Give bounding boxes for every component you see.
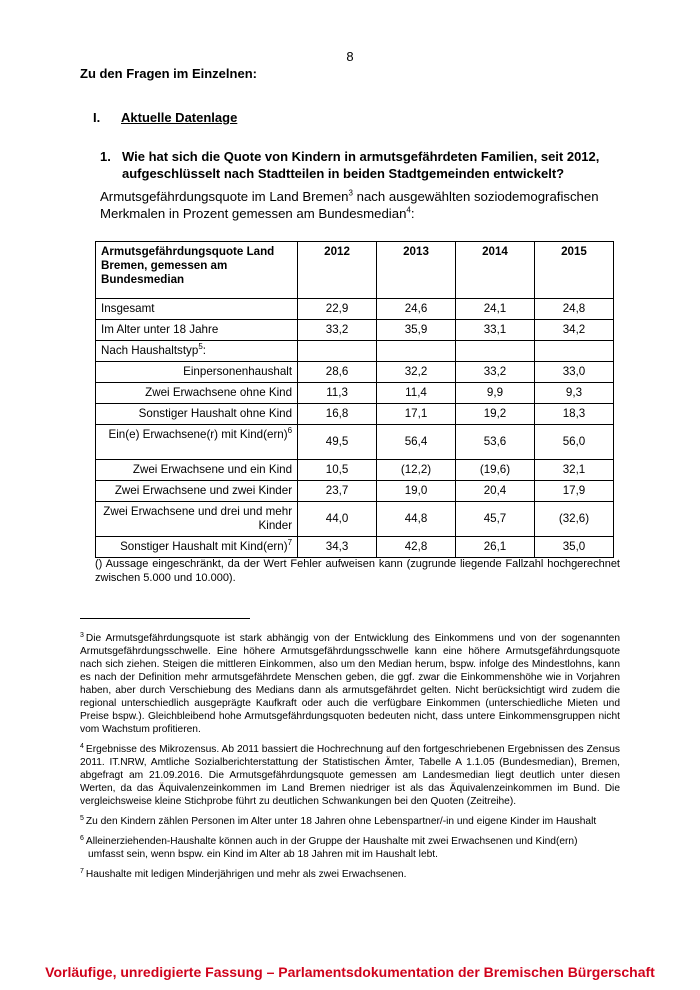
table-cell: 22,9 bbox=[298, 299, 377, 320]
page-number: 8 bbox=[346, 49, 354, 64]
table-cell: 33,1 bbox=[456, 320, 535, 341]
footnote-3 bbox=[80, 632, 620, 736]
table-row bbox=[96, 383, 614, 404]
footnote-6 bbox=[80, 835, 620, 861]
row-label-text: Nach Haushaltstyp bbox=[101, 344, 199, 357]
page-heading: Zu den Fragen im Einzelnen: bbox=[80, 66, 257, 81]
footnote-5 bbox=[80, 815, 620, 828]
footnote-marker: 5 bbox=[80, 814, 84, 822]
row-label: Zwei Erwachsene und drei und mehr Kinder bbox=[96, 502, 298, 537]
table-cell: 17,1 bbox=[377, 404, 456, 425]
table-cell: (19,6) bbox=[456, 460, 535, 481]
draft-banner: Vorläufige, unredigierte Fassung – Parlamentsdokumentation der Bremischen Bürgerschaft bbox=[45, 964, 655, 980]
table-cell bbox=[456, 341, 535, 362]
table-cell: 24,1 bbox=[456, 299, 535, 320]
table-cell: 20,4 bbox=[456, 481, 535, 502]
footnote-ref-4[interactable]: 4 bbox=[406, 205, 411, 215]
row-label-suffix: : bbox=[202, 344, 206, 357]
table-cell: 42,8 bbox=[377, 537, 456, 558]
table-cell: 33,0 bbox=[534, 362, 613, 383]
table-cell: 56,4 bbox=[377, 425, 456, 460]
footnote-ref-7[interactable]: 7 bbox=[287, 538, 293, 548]
table-cell: 33,2 bbox=[298, 320, 377, 341]
table-row bbox=[96, 460, 614, 481]
footnote-text: Ergebnisse des Mikrozensus. Ab 2011 bassiert die Hochrechnung auf den fortgeschriebenen Ergebnissen des Zensus 2011. IT.NRW, Amtliche Sozialberichterstattung der Statistischen Ämter, Tabelle A 1.1.05 (Bundesmedian), Bremen, abgefragt am 21.09.2016. Die Armutsgefährdungsquote gemessen am Landesmedian liegt deutlich unter diesen Werten, da das Äquivalenzeinkommen im Land Bremen niedriger ist als das Äquivalenzeinkommen im Bund. Die vergleichsweise kleine Stichprobe führt zu deutlichen Schwankungen bei den Quoten (Zeitreihe). bbox=[80, 744, 620, 807]
table-row bbox=[96, 362, 614, 383]
row-label bbox=[96, 425, 298, 460]
row-label-text: Ein(e) Erwachsene(r) mit Kind(ern) bbox=[108, 428, 288, 441]
footnote-text: Zu den Kindern zählen Personen im Alter unter 18 Jahren ohne Lebenspartner/-in und eigene Kinder im Haushalt bbox=[85, 816, 597, 827]
table-cell: 19,2 bbox=[456, 404, 535, 425]
table-cell: 35,9 bbox=[377, 320, 456, 341]
section-title: Aktuelle Datenlage bbox=[121, 110, 238, 125]
table-cell: 16,8 bbox=[298, 404, 377, 425]
row-label: Einpersonenhaushalt bbox=[96, 362, 298, 383]
year-header: 2015 bbox=[534, 242, 613, 299]
table-cell: 44,8 bbox=[377, 502, 456, 537]
footnote-divider bbox=[80, 618, 250, 619]
table-cell: 24,6 bbox=[377, 299, 456, 320]
table-header-label: Armutsgefährdungsquote Land Bremen, gemessen am Bundesmedian bbox=[96, 242, 298, 299]
table-cell: 53,6 bbox=[456, 425, 535, 460]
table-row bbox=[96, 320, 614, 341]
table-intro bbox=[100, 188, 620, 222]
footnote-ref-5[interactable]: 5 bbox=[198, 342, 203, 352]
table-cell: 9,9 bbox=[456, 383, 535, 404]
table-row bbox=[96, 404, 614, 425]
intro-text-3: : bbox=[410, 206, 415, 221]
year-header: 2012 bbox=[298, 242, 377, 299]
row-label bbox=[96, 341, 298, 362]
footnote-7 bbox=[80, 868, 620, 881]
table-note: () Aussage eingeschränkt, da der Wert Fehler aufweisen kann (zugrunde liegende Fallzahl hochgerechnet zwischen 5.000 und 10.000). bbox=[95, 558, 620, 584]
intro-text-1: Armutsgefährdungsquote im Land Bremen bbox=[100, 189, 349, 204]
row-label: Sonstiger Haushalt ohne Kind bbox=[96, 404, 298, 425]
table-cell: 34,2 bbox=[534, 320, 613, 341]
table-cell: 11,4 bbox=[377, 383, 456, 404]
table-cell: 28,6 bbox=[298, 362, 377, 383]
year-header: 2013 bbox=[377, 242, 456, 299]
footnote-text-continued: umfasst sein, wenn bspw. ein Kind im Alter ab 18 Jahren mit im Haushalt lebt. bbox=[88, 849, 438, 860]
footnote-ref-6[interactable]: 6 bbox=[287, 426, 293, 436]
question bbox=[100, 148, 620, 182]
table-cell: 45,7 bbox=[456, 502, 535, 537]
table-cell: 26,1 bbox=[456, 537, 535, 558]
section-heading bbox=[93, 110, 237, 125]
row-label: Insgesamt bbox=[96, 299, 298, 320]
table-cell: 17,9 bbox=[534, 481, 613, 502]
poverty-rate-table bbox=[95, 241, 614, 558]
footnote-text: Alleinerziehenden-Haushalte können auch in der Gruppe der Haushalte mit zwei Erwachsenen und Kind(ern) bbox=[85, 836, 578, 847]
intro-text-2: nach ausgewählten soziodemografischen Merkmalen in Prozent gemessen am Bundesmedian bbox=[100, 189, 599, 221]
footnote-text: Die Armutsgefährdungsquote ist stark abhängig von der Entwicklung des Einkommens und von der sogenannten Armutsgefährdungsschwelle. Eine höhere Armutsgefährdungsschwelle kann eine höhere Armutsgefährdungsquote nach sich ziehen. Steigen die mittleren Einkommen, also um den Median herum, bspw. infolge des Mindestlohns, kann es nach der Definition mehr armutsgefährdete Menschen geben, die ggf. zwar die Einkommenshöhe wie in Vorjahren haben, aber durch Verschiebung des Medians dann als armutsgefährdet gelten. Nicht berücksichtigt wird zudem die regional unterschiedlich ausgeprägte Kaufkraft oder auch die verfügbare Einkommen (unterschiedliche Mieten und Preise bspw.). Gleichbleibend hohe Armutsgefährdungsquoten bedeuten nicht, dass untere Einkommensgruppen nicht vom Wachstum profitieren. bbox=[80, 633, 620, 735]
table-row bbox=[96, 341, 614, 362]
table-cell: 9,3 bbox=[534, 383, 613, 404]
table-cell: 23,7 bbox=[298, 481, 377, 502]
table-row bbox=[96, 502, 614, 537]
row-label: Im Alter unter 18 Jahre bbox=[96, 320, 298, 341]
table-cell: 19,0 bbox=[377, 481, 456, 502]
table-cell bbox=[534, 341, 613, 362]
table-row bbox=[96, 425, 614, 460]
footnote-marker: 3 bbox=[80, 631, 84, 639]
table-cell: 33,2 bbox=[456, 362, 535, 383]
footnote-marker: 4 bbox=[80, 742, 84, 750]
table-header-row bbox=[96, 242, 614, 299]
table-cell: 10,5 bbox=[298, 460, 377, 481]
row-label-text: Sonstiger Haushalt mit Kind(ern) bbox=[120, 540, 288, 553]
table-cell bbox=[377, 341, 456, 362]
footnotes bbox=[80, 632, 620, 888]
table-cell: 44,0 bbox=[298, 502, 377, 537]
table-cell: 18,3 bbox=[534, 404, 613, 425]
row-label: Zwei Erwachsene und zwei Kinder bbox=[96, 481, 298, 502]
table-cell: 32,1 bbox=[534, 460, 613, 481]
section-number: I. bbox=[93, 110, 101, 125]
table-cell: 56,0 bbox=[534, 425, 613, 460]
question-text: Wie hat sich die Quote von Kindern in armutsgefährdeten Familien, seit 2012, aufgeschlüsselt nach Stadtteilen in beiden Stadtgemeinden entwickelt? bbox=[122, 149, 600, 181]
table-cell: 11,3 bbox=[298, 383, 377, 404]
table-cell: (32,6) bbox=[534, 502, 613, 537]
row-label bbox=[96, 537, 298, 558]
footnote-marker: 7 bbox=[80, 867, 84, 875]
footnote-text: Haushalte mit ledigen Minderjährigen und mehr als zwei Erwachsenen. bbox=[85, 869, 407, 880]
footnote-marker: 6 bbox=[80, 834, 84, 842]
footnote-ref-3[interactable]: 3 bbox=[348, 188, 353, 198]
table-cell: 49,5 bbox=[298, 425, 377, 460]
table-row bbox=[96, 299, 614, 320]
table-cell: 34,3 bbox=[298, 537, 377, 558]
table-cell: 32,2 bbox=[377, 362, 456, 383]
year-header: 2014 bbox=[456, 242, 535, 299]
table-cell bbox=[298, 341, 377, 362]
table-row bbox=[96, 481, 614, 502]
table-cell: (12,2) bbox=[377, 460, 456, 481]
table-cell: 24,8 bbox=[534, 299, 613, 320]
row-label: Zwei Erwachsene und ein Kind bbox=[96, 460, 298, 481]
table-row bbox=[96, 537, 614, 558]
question-number: 1. bbox=[100, 149, 111, 164]
row-label: Zwei Erwachsene ohne Kind bbox=[96, 383, 298, 404]
footnote-4 bbox=[80, 743, 620, 808]
table-cell: 35,0 bbox=[534, 537, 613, 558]
